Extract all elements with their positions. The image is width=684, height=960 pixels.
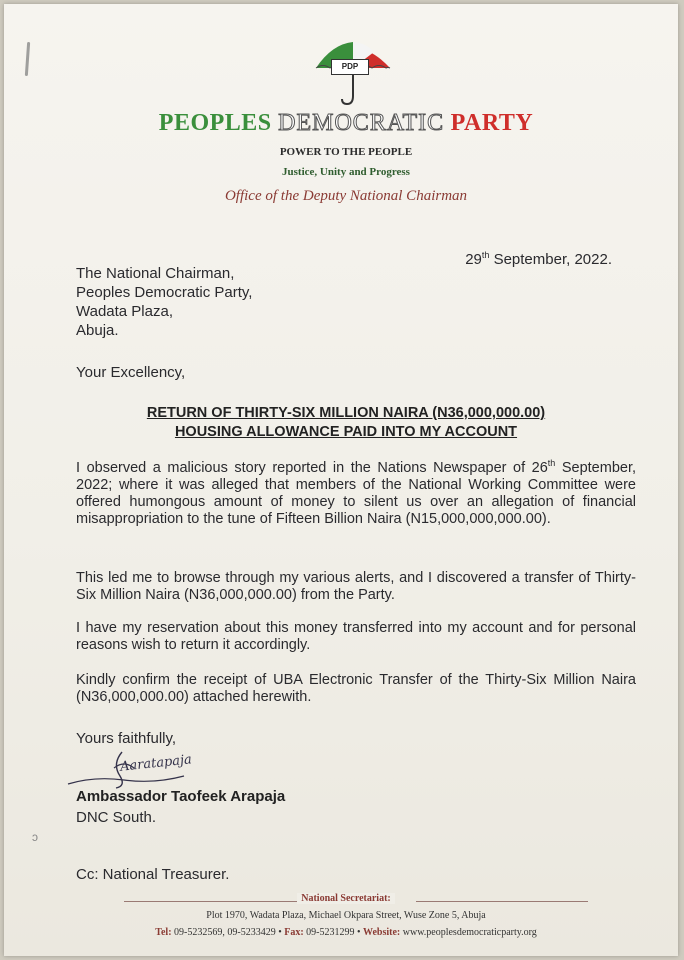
footer-title-text: National Secretariat: [297, 893, 395, 904]
subject-heading [4, 404, 684, 442]
margin-mark: ↄ [32, 830, 38, 844]
tel-value: 09-5232569, 09-5233429 [174, 927, 276, 938]
signer-name: Ambassador Taofeek Arapaja [76, 788, 286, 805]
subject-line-1: RETURN OF THIRTY-SIX MILLION NAIRA (N36,000,000.00) [146, 405, 546, 421]
pen-mark [25, 42, 30, 76]
party-motto: POWER TO THE PEOPLE [279, 146, 413, 158]
address-line: Wadata Plaza, [76, 303, 173, 320]
party-name [4, 110, 684, 137]
salutation: Your Excellency, [76, 364, 186, 381]
address-line: Abuja. [76, 322, 119, 339]
signature-scribble: Aaratapaja [119, 752, 193, 775]
letter-date [465, 250, 612, 268]
footer-address: Plot 1970, Wadata Plaza, Michael Okpara Street, Wuse Zone 5, Abuja [206, 910, 486, 921]
party-tagline: Justice, Unity and Progress [282, 166, 410, 178]
signer-title: DNC South. [76, 809, 157, 826]
fax-value: 09-5231299 [306, 927, 355, 938]
website-label: Website: [363, 927, 401, 938]
footer-contact [4, 927, 684, 938]
footer-separator: • [278, 927, 285, 938]
tel-label: Tel: [155, 927, 172, 938]
footer-separator: • [357, 927, 364, 938]
date-rest: September, 2022. [489, 251, 612, 268]
body-paragraph-3: I have my reservation about this money transferred into my account and for personal reasons wish to return it accordingly. [76, 620, 636, 653]
website-value[interactable]: www.peoplesdemocraticparty.org [402, 927, 537, 938]
body-paragraph-1 [76, 460, 636, 528]
paragraph1-sup: th [547, 458, 556, 469]
recipient-address [76, 264, 252, 340]
body-paragraph-2: This led me to browse through my various alerts, and I discovered a transfer of Thirty-Six Million Naira (N36,000,000.00) from the Party. [76, 570, 636, 603]
logo-text: PDP [331, 59, 369, 75]
office-title: Office of the Deputy National Chairman [224, 188, 468, 204]
paragraph1-part-a: I observed a malicious story reported in the Nations Newspaper of 26 [76, 460, 548, 476]
address-line: The National Chairman, [76, 265, 235, 282]
date-suffix: th [481, 250, 490, 260]
subject-line-2: HOUSING ALLOWANCE PAID INTO MY ACCOUNT [174, 424, 518, 440]
fax-label: Fax: [284, 927, 304, 938]
address-line: Peoples Democratic Party, [76, 284, 253, 301]
footer-title [4, 893, 684, 904]
body-paragraph-4: Kindly confirm the receipt of UBA Electronic Transfer of the Thirty-Six Million Naira (N36,000,000.00) attached herewith. [76, 672, 636, 705]
paragraph1-part-b: September, 2022; where it was alleged that members of the National Working Committee were offered humongous amount of money to silent us over an allegation of financial misappropriation to the tune of Fifteen Billion Naira (N15,000,000,000.00). [76, 460, 636, 527]
letter-page [4, 4, 678, 956]
party-name-democratic: DEMOCRATIC [278, 110, 445, 136]
party-name-peoples: PEOPLES [158, 110, 272, 136]
cc-line: Cc: National Treasurer. [76, 866, 230, 883]
party-name-party: PARTY [450, 110, 534, 136]
closing: Yours faithfully, [76, 730, 177, 747]
date-day: 29 [465, 251, 482, 268]
